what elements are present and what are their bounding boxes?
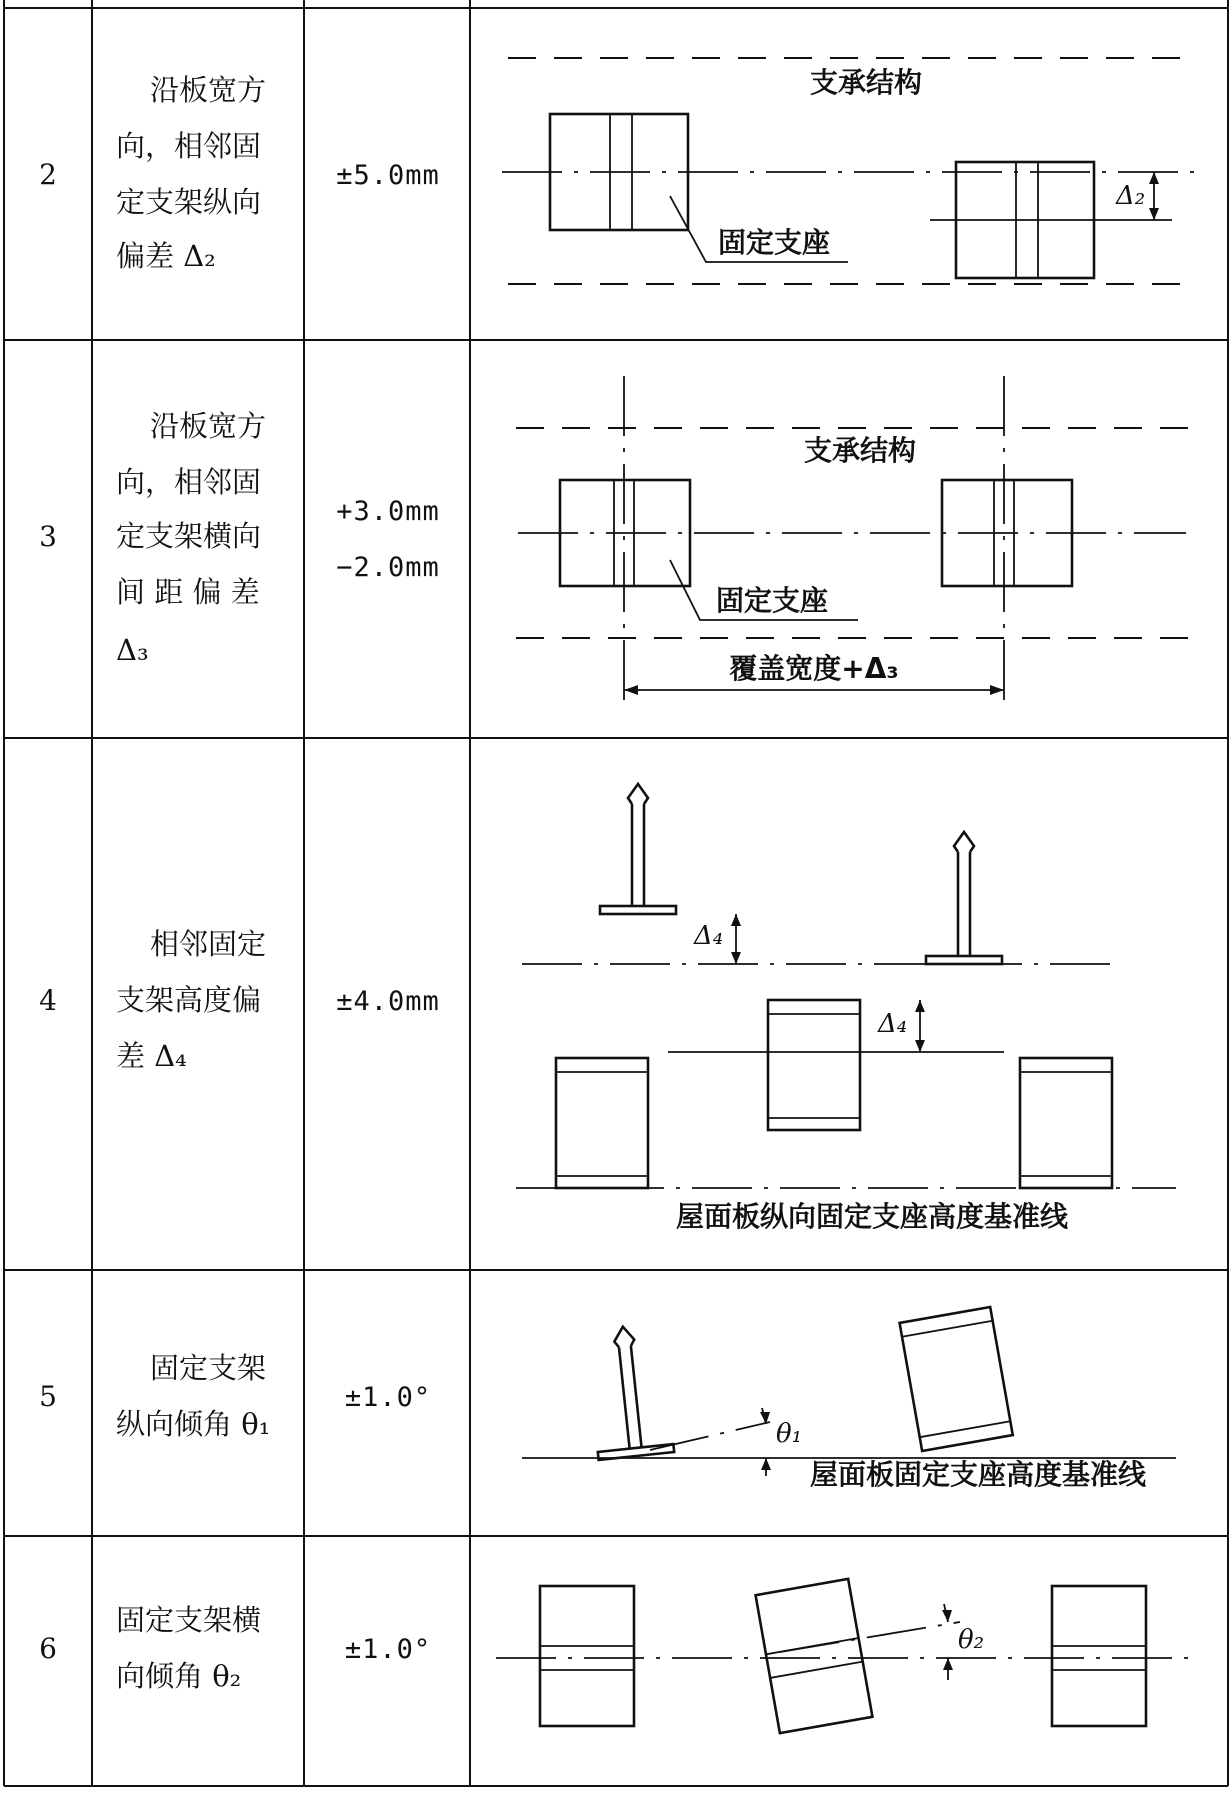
desc-line: 偏差 Δ₂ — [116, 239, 216, 273]
fixed-seat-label: 固定支座 — [715, 584, 829, 617]
baseline-label: 屋面板固定支座高度基准线 — [809, 1458, 1147, 1491]
cover-width-label: 覆盖宽度+Δ₃ — [729, 652, 899, 685]
desc-line: 定支架纵向 — [116, 185, 262, 219]
desc-line: 沿板宽方 — [150, 409, 267, 443]
desc-line: 间 距 偏 差 — [116, 575, 260, 609]
tolerance-value: ±4.0mm — [336, 986, 440, 1017]
tolerance-value-lower: −2.0mm — [336, 552, 440, 583]
theta-2-label: θ₂ — [958, 1625, 985, 1655]
support-structure-label: 支承结构 — [809, 66, 923, 99]
tolerance-value: ±5.0mm — [336, 160, 440, 191]
table-row — [39, 1307, 1176, 1491]
figure-transverse-spacing — [516, 376, 1190, 704]
desc-line: 向倾角 θ₂ — [116, 1659, 242, 1693]
table-row — [39, 1579, 1200, 1733]
row-number: 3 — [39, 520, 57, 553]
table-row — [39, 376, 1190, 704]
desc-line: 差 Δ₄ — [116, 1039, 187, 1073]
desc-line: 定支架横向 — [116, 519, 262, 553]
row-number: 4 — [39, 984, 57, 1017]
desc-line: 支架高度偏 — [116, 983, 262, 1017]
figure-longitudinal-deviation — [502, 58, 1196, 284]
row-number: 2 — [39, 158, 57, 191]
baseline-label: 屋面板纵向固定支座高度基准线 — [675, 1200, 1069, 1233]
figure-transverse-tilt — [496, 1579, 1200, 1733]
fixed-seat-label: 固定支座 — [717, 226, 831, 259]
delta-4-mid-label: Δ₄ — [878, 1009, 908, 1039]
theta-1-label: θ₁ — [776, 1419, 803, 1449]
desc-line: 沿板宽方 — [150, 73, 267, 107]
desc-line: 纵向倾角 θ₁ — [116, 1407, 271, 1441]
desc-line: 固定支架 — [150, 1351, 267, 1385]
figure-longitudinal-tilt — [522, 1307, 1176, 1491]
desc-line: 向，相邻固 — [116, 465, 262, 499]
table-row — [39, 784, 1176, 1233]
table-row — [39, 58, 1196, 284]
delta-2-label: Δ₂ — [1116, 181, 1146, 211]
desc-line: 相邻固定 — [150, 927, 267, 961]
figure-height-deviation — [516, 784, 1176, 1233]
desc-line: 固定支架横 — [116, 1603, 262, 1637]
row-number: 5 — [39, 1380, 57, 1413]
delta-4-top-label: Δ₄ — [694, 921, 724, 951]
tolerance-value: ±1.0° — [344, 1382, 432, 1413]
desc-line: 向，相邻固 — [116, 129, 262, 163]
row-number: 6 — [39, 1632, 57, 1665]
desc-line: Δ₃ — [116, 633, 149, 667]
tolerance-value: ±1.0° — [344, 1634, 432, 1665]
support-structure-label: 支承结构 — [803, 434, 917, 467]
tolerance-value-upper: +3.0mm — [336, 496, 440, 527]
